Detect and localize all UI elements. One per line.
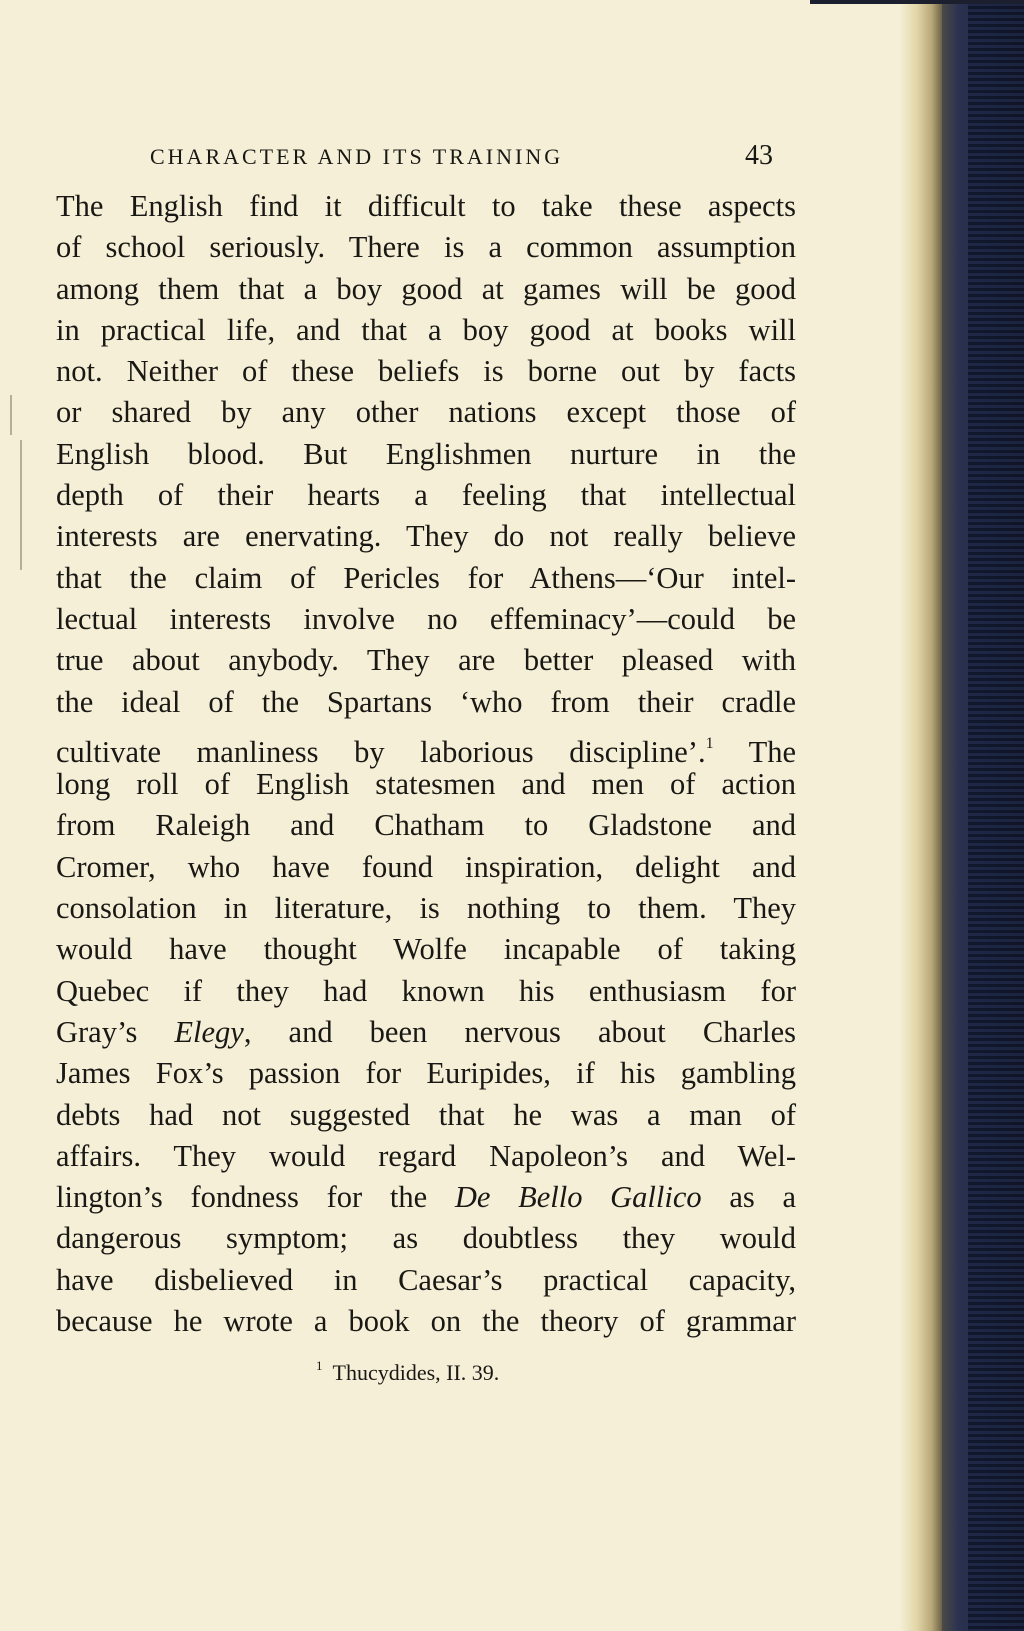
text-line: among them that a boy good at games will be good	[56, 271, 796, 306]
text-segment: cultivate manliness by laborious discipline’.	[56, 734, 706, 769]
text-segment: The	[713, 734, 796, 769]
text-line: interests are enervating. They do not really believe	[56, 519, 796, 554]
footnote	[316, 1358, 499, 1386]
running-head-title: CHARACTER AND ITS TRAINING	[150, 144, 564, 169]
margin-mark	[10, 395, 12, 435]
margin-mark	[20, 440, 22, 570]
text-segment: , and been nervous about Charles	[243, 1014, 796, 1049]
text-line: English blood. But Englishmen nurture in the	[56, 436, 796, 471]
text-line: have disbelieved in Caesar’s practical capacity,	[56, 1262, 796, 1297]
footnote-reference: 1	[705, 734, 714, 752]
text-line: depth of their hearts a feeling that intellectual	[56, 478, 796, 513]
text-line: of school seriously. There is a common assumption	[56, 230, 796, 265]
italic-title: Elegy	[174, 1014, 244, 1049]
footnote-marker: 1	[316, 1358, 323, 1373]
page-gutter-shadow	[900, 0, 942, 1631]
text-line	[56, 1177, 796, 1218]
text-line: in practical life, and that a boy good at books will	[56, 312, 796, 347]
text-segment: as a	[701, 1180, 796, 1215]
italic-title: De Bello Gallico	[454, 1180, 702, 1215]
text-line: that the claim of Pericles for Athens—‘Our intel-	[56, 560, 796, 595]
text-line: Cromer, who have found inspiration, delight and	[56, 849, 796, 884]
text-line: dangerous symptom; as doubtless they would	[56, 1221, 796, 1256]
text-segment: Gray’s	[56, 1014, 175, 1049]
text-line: Quebec if they had known his enthusiasm for	[56, 973, 796, 1008]
text-line: would have thought Wolfe incapable of taking	[56, 932, 796, 967]
text-line: from Raleigh and Chatham to Gladstone and	[56, 808, 796, 843]
running-head	[150, 140, 790, 174]
text-line: true about anybody. They are better pleased with	[56, 643, 796, 678]
page-number: 43	[745, 140, 773, 171]
book-cover-edge	[968, 0, 1024, 1631]
text-line: debts had not suggested that he was a man of	[56, 1097, 796, 1132]
text-line	[56, 723, 796, 769]
text-segment: lington’s fondness for the	[56, 1180, 455, 1215]
footnote-text: Thucydides, II. 39.	[332, 1360, 500, 1385]
text-line: lectual interests involve no effeminacy’—could be	[56, 601, 796, 636]
text-line: affairs. They would regard Napoleon’s and Wel-	[56, 1138, 796, 1173]
text-line: or shared by any other nations except those of	[56, 395, 796, 430]
text-line: because he wrote a book on the theory of grammar	[56, 1304, 796, 1339]
text-line: The English find it difficult to take these aspects	[56, 189, 796, 223]
text-line	[56, 1012, 796, 1053]
text-line: long roll of English statesmen and men of action	[56, 767, 796, 802]
text-line: not. Neither of these beliefs is borne out by facts	[56, 354, 796, 389]
cover-edge-top	[810, 0, 1024, 4]
text-line: consolation in literature, is nothing to them. They	[56, 891, 796, 926]
text-line: the ideal of the Spartans ‘who from their cradle	[56, 684, 796, 719]
text-line: James Fox’s passion for Euripides, if his gambling	[56, 1056, 796, 1091]
body-text	[56, 186, 796, 1342]
